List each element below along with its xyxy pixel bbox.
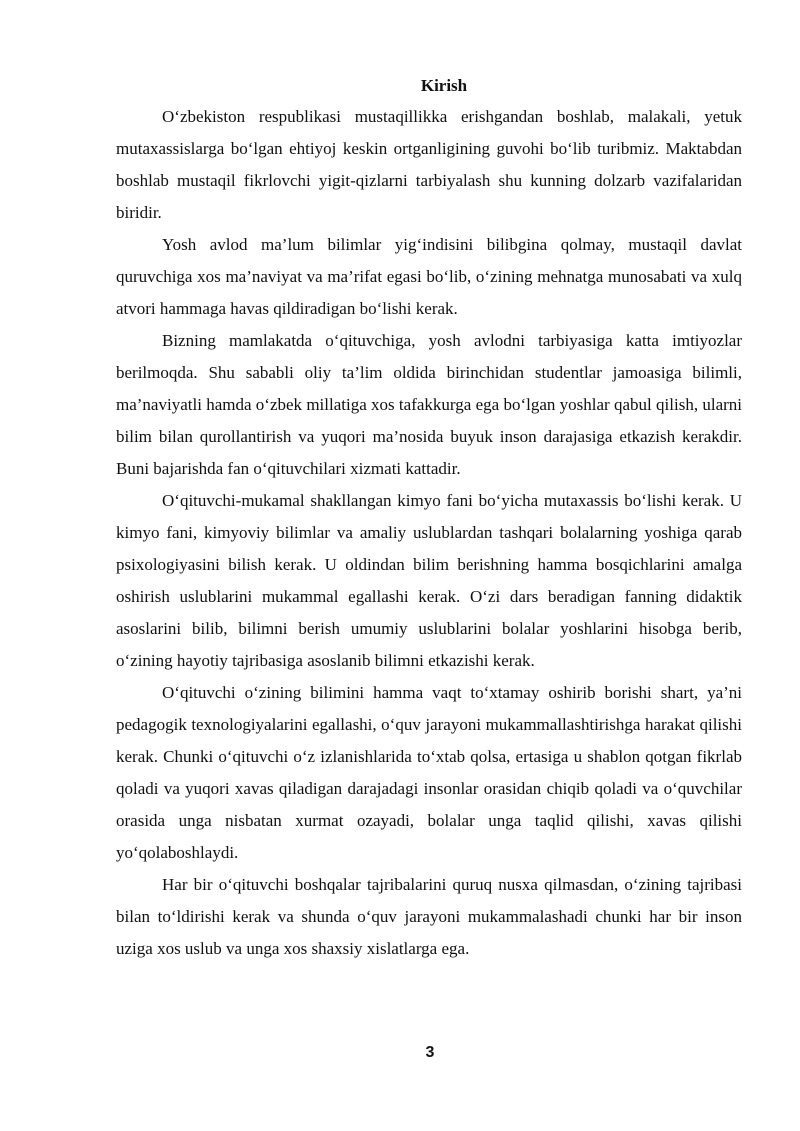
document-page [116, 74, 742, 965]
paragraph-5: O‘qituvchi o‘zining bilimini hamma vaqt to‘xtamay oshirib borishi shart, ya’ni pedagogik texnologiyalarini egallashi, o‘quv jarayoni mukammallashtirishga harakat qilishi kerak. Chunki o‘qituvchi o‘z izlanishlarida to‘xtab qolsa, ertasiga u shablon qotgan fikrlab qoladi va yuqori xavas qiladigan darajadagi insonlar orasidan chiqib qoladi va o‘quvchilar orasida unga nisbatan xurmat ozayadi, bolalar unga taqlid qilishi, xavas qilishi yo‘qolaboshlaydi. [116, 683, 742, 862]
paragraph-3: Bizning mamlakatda o‘qituvchiga, yosh avlodni tarbiyasiga katta imtiyozlar berilmoqda. Shu sababli oliy ta’lim oldida birinchidan studentlar jamoasiga bilimli, ma’naviyatli hamda o‘zbek millatiga xos tafakkurga ega bo‘lgan yoshlar qabul qilish, ularni bilim bilan qurollantirish va yuqori ma’nosida buyuk inson darajasiga etkazish kerakdir. Buni bajarishda fan o‘qituvchilari xizmati kattadir. [116, 331, 742, 478]
paragraph-4: O‘qituvchi-mukamal shakllangan kimyo fani bo‘yicha mutaxassis bo‘lishi kerak. U kimyo fani, kimyoviy bilimlar va amaliy uslublardan tashqari bolalarning yoshiga qarab psixologiyasini bilish kerak. U oldindan bilim berishning hamma bosqichlarini amalga oshirish uslublarini mukammal egallashi kerak. O‘zi dars beradigan fanning didaktik asoslarini bilib, bilimni berish umumiy uslublarini bolalar yoshlarini hisobga berib, o‘zining hayotiy tajribasiga asoslanib bilimni etkazishi kerak. [116, 491, 742, 670]
section-heading: Kirish [420, 76, 468, 95]
paragraph-6: Har bir o‘qituvchi boshqalar tajribalarini quruq nusxa qilmasdan, o‘zining tajribasi bilan to‘ldirishi kerak va shunda o‘quv jarayoni mukammalashadi chunki har bir inson uziga xos uslub va unga xos shaxsiy xislatlarga ega. [116, 875, 742, 958]
paragraph-2: Yosh avlod ma’lum bilimlar yig‘indisini bilibgina qolmay, mustaqil davlat quruvchiga xos ma’naviyat va ma’rifat egasi bo‘lib, o‘zining mehnatga munosabati va xulq atvori hammaga havas qildiradigan bo‘lishi kerak. [116, 235, 742, 318]
page-number: 3 [425, 1044, 435, 1061]
paragraph-1: O‘zbekiston respublikasi mustaqillikka erishgandan boshlab, malakali, yetuk mutaxassislarga bo‘lgan ehtiyoj keskin ortganligining guvohi bo‘lib turibmiz. Maktabdan boshlab mustaqil fikrlovchi yigit-qizlarni tarbiyalash shu kunning dolzarb vazifalaridan biridir. [116, 107, 742, 222]
